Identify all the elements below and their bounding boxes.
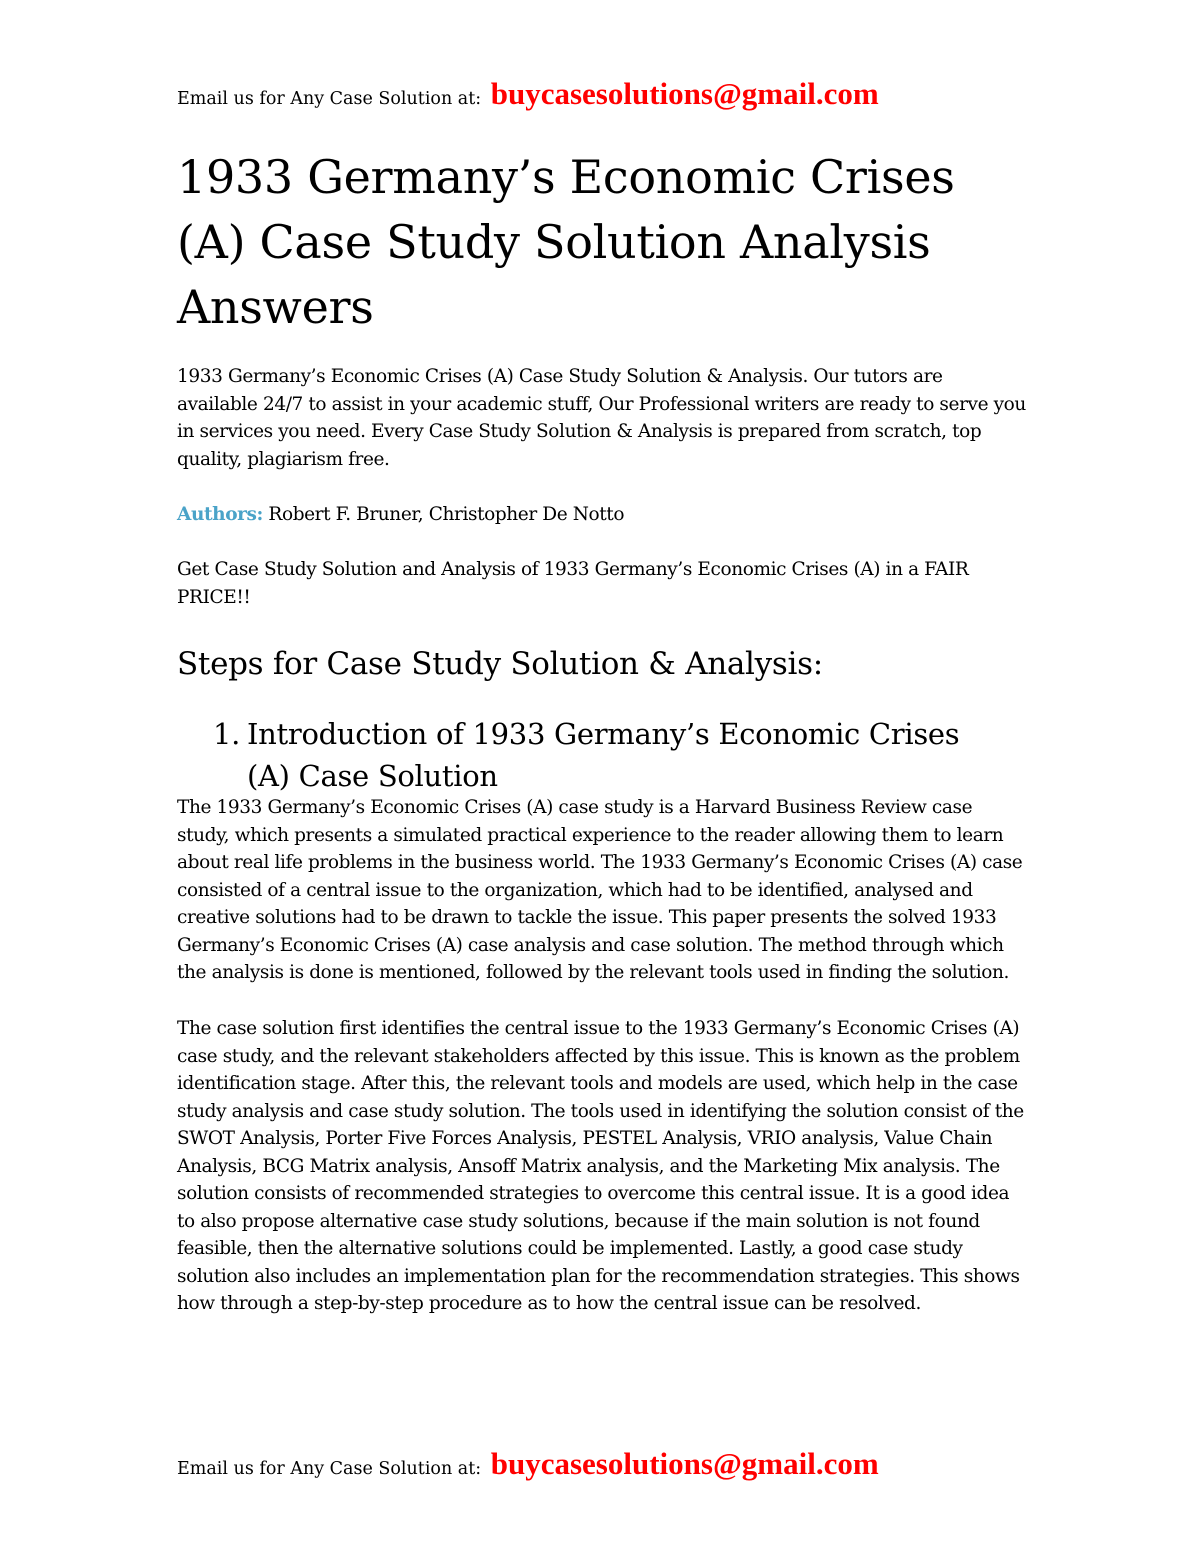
offer-paragraph: Get Case Study Solution and Analysis of 1933 Germany’s Economic Crises (A) in a FAIR PRICE!!	[177, 559, 969, 608]
contact-email[interactable]: buycasesolutions@gmail.com	[490, 1446, 879, 1481]
contact-prefix: Email us for Any Case Solution at:	[177, 1459, 482, 1479]
contact-prefix: Email us for Any Case Solution at:	[177, 89, 482, 109]
contact-line-bottom	[177, 1446, 879, 1484]
document-page	[177, 0, 1037, 1553]
authors-label: Authors:	[177, 504, 263, 525]
authors-names: Robert F. Bruner, Christopher De Notto	[268, 504, 625, 525]
contact-line-top	[177, 76, 879, 114]
step-number: 1.	[213, 717, 241, 751]
contact-email[interactable]: buycasesolutions@gmail.com	[490, 76, 879, 111]
body-paragraph-1: The 1933 Germany’s Economic Crises (A) case study is a Harvard Business Review case study, which presents a simulated practical experience to the reader allowing them to learn about real life problems in the business world. The 1933 Germany’s Economic Crises (A) case consisted of a central issue to the organization, which had to be identified, analysed and creative solutions had to be drawn to tackle the issue. This paper presents the solved 1933 Germany’s Economic Crises (A) case analysis and case solution. The method through which the analysis is done is mentioned, followed by the relevant tools used in finding the solution.	[177, 797, 1023, 983]
step-item-introduction	[213, 713, 1013, 797]
step-label: Introduction of 1933 Germany’s Economic Crises (A) Case Solution	[247, 717, 960, 793]
document-title: 1933 Germany’s Economic Crises (A) Case Study Solution Analysis Answers	[177, 150, 955, 334]
intro-paragraph: 1933 Germany’s Economic Crises (A) Case Study Solution & Analysis. Our tutors are available 24/7 to assist in your academic stuff, Our Professional writers are ready to serve you in services you need. Every Case Study Solution & Analysis is prepared from scratch, top quality, plagiarism free.	[177, 366, 1026, 470]
body-paragraph-2: The case solution first identifies the central issue to the 1933 Germany’s Economic Crises (A) case study, and the relevant stakeholders affected by this issue. This is known as the problem identification stage. After this, the relevant tools and models are used, which help in the case study analysis and case study solution. The tools used in identifying the solution consist of the SWOT Analysis, Porter Five Forces Analysis, PESTEL Analysis, VRIO analysis, Value Chain Analysis, BCG Matrix analysis, Ansoff Matrix analysis, and the Marketing Mix analysis. The solution consists of recommended strategies to overcome this central issue. It is a good idea to also propose alternative case study solutions, because if the main solution is not found feasible, then the alternative solutions could be implemented. Lastly, a good case study solution also includes an implementation plan for the recommendation strategies. This shows how through a step-by-step procedure as to how the central issue can be resolved.	[177, 1018, 1024, 1314]
steps-heading: Steps for Case Study Solution & Analysis:	[177, 646, 823, 682]
authors-line	[177, 501, 1027, 529]
